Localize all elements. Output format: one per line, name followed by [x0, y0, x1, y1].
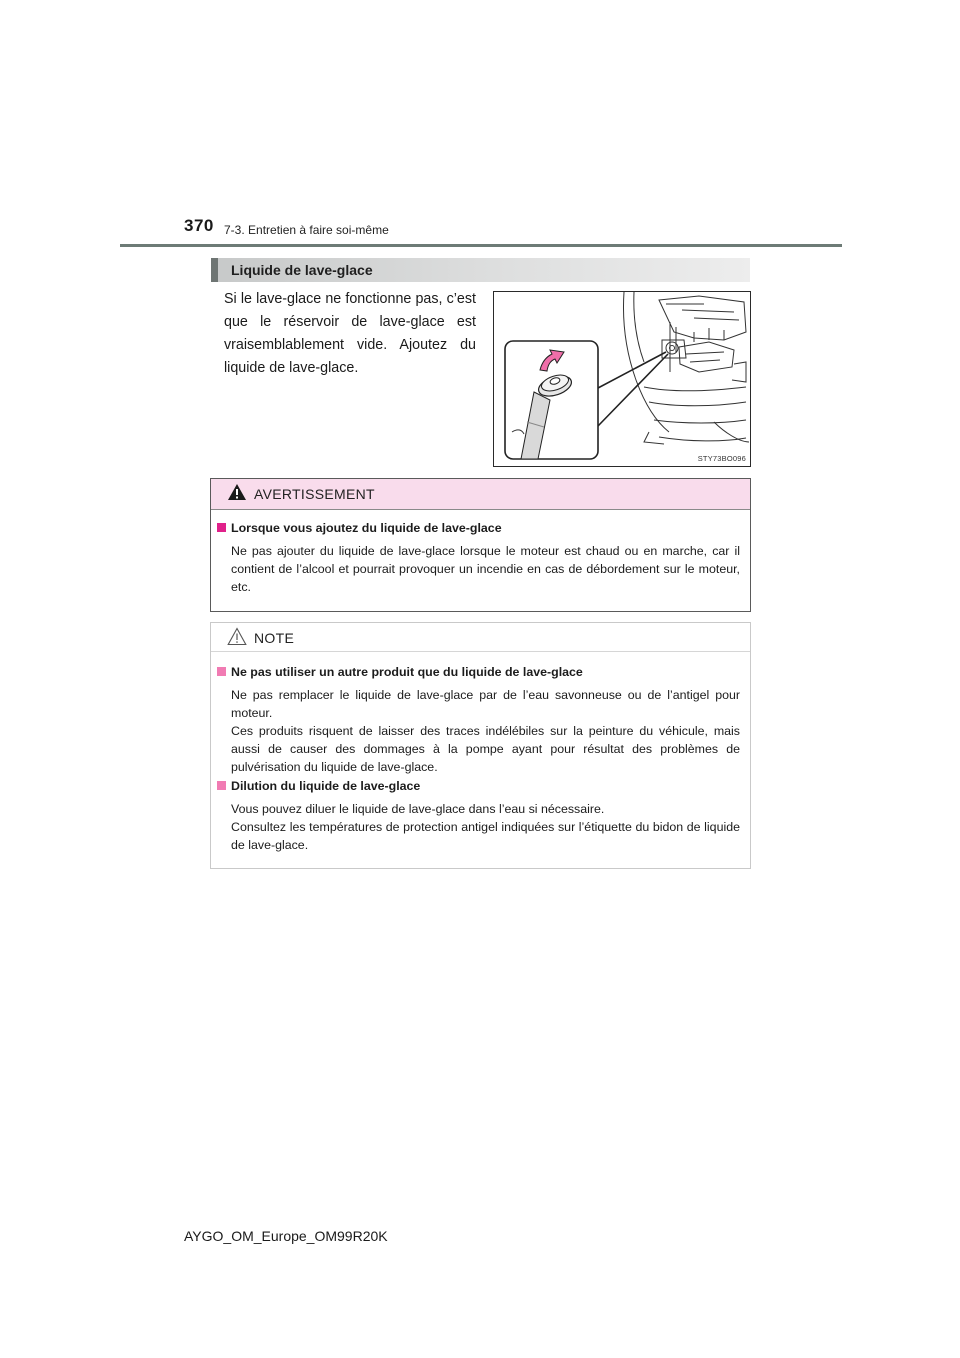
figure-code: STY73BO096	[697, 454, 746, 463]
note-header	[211, 623, 750, 652]
note-item-1-para-1: Ne pas remplacer le liquide de lave-glace par de l’eau savonneuse ou de l’antigel pour moteur.	[231, 688, 740, 720]
note-item-2-body	[231, 800, 740, 854]
intro-text: Si le lave-glace ne fonctionne pas, c’est que le réservoir de lave-glace est vraisemblablement vide. Ajoutez du liquide de lave-glace.	[224, 291, 476, 376]
note-item-1-title-row	[217, 665, 583, 679]
section-heading	[211, 258, 750, 282]
section-heading-text: Liquide de lave-glace	[231, 262, 373, 278]
warning-box	[210, 478, 751, 612]
warning-item-title: Lorsque vous ajoutez du liquide de lave-glace	[231, 521, 502, 535]
warning-item-title-row	[217, 521, 502, 535]
bullet-square-icon	[217, 781, 226, 790]
section-title: 7-3. Entretien à faire soi-même	[224, 223, 389, 237]
note-item-2-title-row	[217, 779, 420, 793]
warning-item-body	[231, 542, 740, 596]
engine-bay-illustration	[494, 292, 750, 466]
bullet-square-icon	[217, 523, 226, 532]
note-label: NOTE	[254, 630, 295, 646]
warning-item-text: Ne pas ajouter du liquide de lave-glace lorsque le moteur est chaud ou en marche, car il contient de l’alcool et pourrait provoquer un incendie en cas de débordement sur le moteur, etc.	[231, 544, 740, 594]
note-item-1-para-2: Ces produits risquent de laisser des traces indélébiles sur la peinture du véhicule, mais aussi de causer des dommages à la pompe ayant pour résultat des problèmes de pulvérisation du liquide de lave-glace.	[231, 724, 740, 774]
footer-doc-id: AYGO_OM_Europe_OM99R20K	[184, 1228, 388, 1244]
section-heading-bar	[211, 258, 218, 282]
note-item-2-para-1: Vous pouvez diluer le liquide de lave-glace dans l’eau si nécessaire.	[231, 802, 605, 816]
washer-reservoir-figure	[493, 291, 751, 467]
note-box	[210, 622, 751, 869]
bullet-square-icon	[217, 667, 226, 676]
warning-header	[211, 479, 750, 510]
note-item-1-body	[231, 686, 740, 776]
header-rule	[120, 244, 842, 247]
page-number: 370	[184, 216, 214, 235]
warning-label: AVERTISSEMENT	[254, 486, 375, 502]
note-item-1-title: Ne pas utiliser un autre produit que du liquide de lave-glace	[231, 665, 583, 679]
warning-triangle-icon	[227, 483, 247, 501]
note-item-2-title: Dilution du liquide de lave-glace	[231, 779, 421, 793]
caution-outline-triangle-icon	[227, 627, 247, 646]
note-item-2-para-2: Consultez les températures de protection antigel indiquées sur l’étiquette du bidon de liquide de lave-glace.	[231, 820, 740, 852]
